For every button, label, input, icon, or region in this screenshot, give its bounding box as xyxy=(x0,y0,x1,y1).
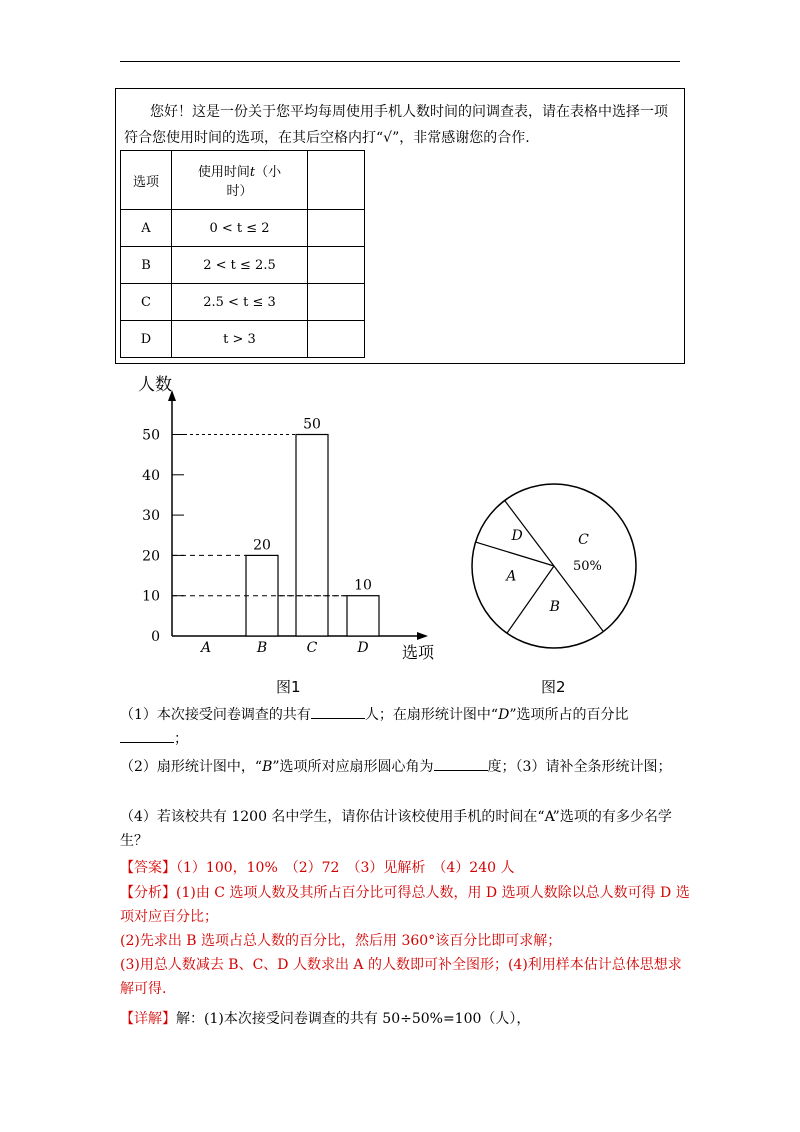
question-4 xyxy=(120,805,690,853)
x-tick-label: A xyxy=(200,640,212,656)
figure1-caption: 图1 xyxy=(276,678,301,696)
analysis-p3: (3)用总人数减去 B、C、D 人数求出 A 的人数即可补全图形；(4)利用样本估计总体思想求解可得. xyxy=(120,957,682,997)
bar-value-label: 20 xyxy=(253,537,271,554)
header-time-label: 使用时间 xyxy=(197,165,250,180)
detail-tag: 【详解】 xyxy=(120,1011,176,1027)
bar-layer xyxy=(142,417,379,657)
q2-var: B xyxy=(262,759,273,775)
detail-text: 解：(1)本次接受问卷调查的共有 50÷50%=100（人）， xyxy=(176,1011,531,1027)
y-tick-label: 20 xyxy=(142,548,160,565)
q2-blank-angle[interactable] xyxy=(434,756,488,771)
header-time-unit-a: （小 xyxy=(255,165,282,180)
row-option: C xyxy=(121,284,172,321)
pie-label-C: C xyxy=(578,531,589,548)
answer-tag: 【答案】 xyxy=(120,860,176,876)
bar-value-label: 10 xyxy=(354,577,372,594)
q2-text-a: （2）扇形统计图中，“ xyxy=(120,759,263,775)
row-range: 2 < t ≤ 2.5 xyxy=(172,247,308,284)
row-range: 2.5 < t ≤ 3 xyxy=(172,284,308,321)
x-tick-label: B xyxy=(256,640,268,656)
pie-percent-C: 50% xyxy=(573,558,602,574)
detail-line xyxy=(120,1007,690,1031)
y-tick-label: 40 xyxy=(142,467,160,484)
x-tick-label: C xyxy=(306,640,318,656)
q2-text-b: ”选项所对应扇形圆心角为 xyxy=(272,759,434,775)
pie-label-A: A xyxy=(506,568,517,585)
row-option: A xyxy=(121,210,172,247)
y-tick-label: 10 xyxy=(142,588,160,605)
pie-chart xyxy=(472,484,636,648)
bar-value-label: 50 xyxy=(303,416,321,433)
analysis-tag: 【分析】 xyxy=(120,885,176,901)
row-range: 0 < t ≤ 2 xyxy=(172,210,308,247)
y-tick-label: 0 xyxy=(151,629,160,645)
pie-label-D: D xyxy=(511,528,523,545)
q1-text-a: （1）本次接受问卷调查的共有 xyxy=(120,707,311,723)
header-option: 选项 xyxy=(121,151,172,210)
q4-var: A xyxy=(544,809,553,825)
row-option: D xyxy=(121,321,172,358)
bar-xlabel: 选项 xyxy=(402,643,435,662)
answer-text: （1）100，10% （2）72 （3）见解析 （4）240 人 xyxy=(176,860,515,876)
q1-var: D xyxy=(498,707,510,723)
header-time-unit-b: 时） xyxy=(226,184,253,199)
row-option: B xyxy=(121,247,172,284)
q1-text-b: 人；在扇形统计图中“ xyxy=(364,707,499,723)
q1-end: ； xyxy=(174,731,188,747)
analysis-p1: (1)由 C 选项人数及其所占百分比可得总人数，用 D 选项人数除以总人数可得 D 选项对应百分比； xyxy=(120,885,690,925)
x-tick-label: D xyxy=(357,640,369,656)
bar-ylabel: 人数 xyxy=(138,375,172,395)
answer-line xyxy=(120,856,690,880)
q1-blank-total[interactable] xyxy=(311,704,365,719)
question-1 xyxy=(120,703,690,751)
pie-label-B: B xyxy=(549,599,560,616)
analysis-p2: (2)先求出 B 选项占总人数的百分比，然后用 360°该百分比即可求解； xyxy=(120,933,562,949)
q1-blank-percent[interactable] xyxy=(120,728,174,743)
x-axis-arrow xyxy=(417,632,428,640)
q4-text-b: ”选项的有多少名学生？ xyxy=(120,809,672,849)
q4-text-a: （4）若该校共有 1200 名中学生，请你估计该校使用手机的时间在“ xyxy=(120,809,545,825)
y-tick-label: 50 xyxy=(142,427,160,444)
survey-intro: 您好！这是一份关于您平均每周使用手机人数时间的问调查表，请在表格中选择一项符合您使用时间的选项，在其后空格内打“√”，非常感谢您的合作. xyxy=(124,104,668,146)
y-tick-label: 30 xyxy=(142,508,160,525)
bar-C xyxy=(296,435,328,637)
q1-text-c: ”选项所占的百分比 xyxy=(509,707,629,723)
bar-chart xyxy=(138,375,435,662)
analysis-block xyxy=(120,881,690,1001)
figure2-caption: 图2 xyxy=(541,678,566,696)
question-2-3 xyxy=(120,755,690,779)
q2-text-c: 度；（3）请补全条形统计图； xyxy=(487,759,672,775)
row-range: t > 3 xyxy=(172,321,308,358)
header-time-var: t xyxy=(249,165,256,180)
bar-D xyxy=(347,596,379,636)
